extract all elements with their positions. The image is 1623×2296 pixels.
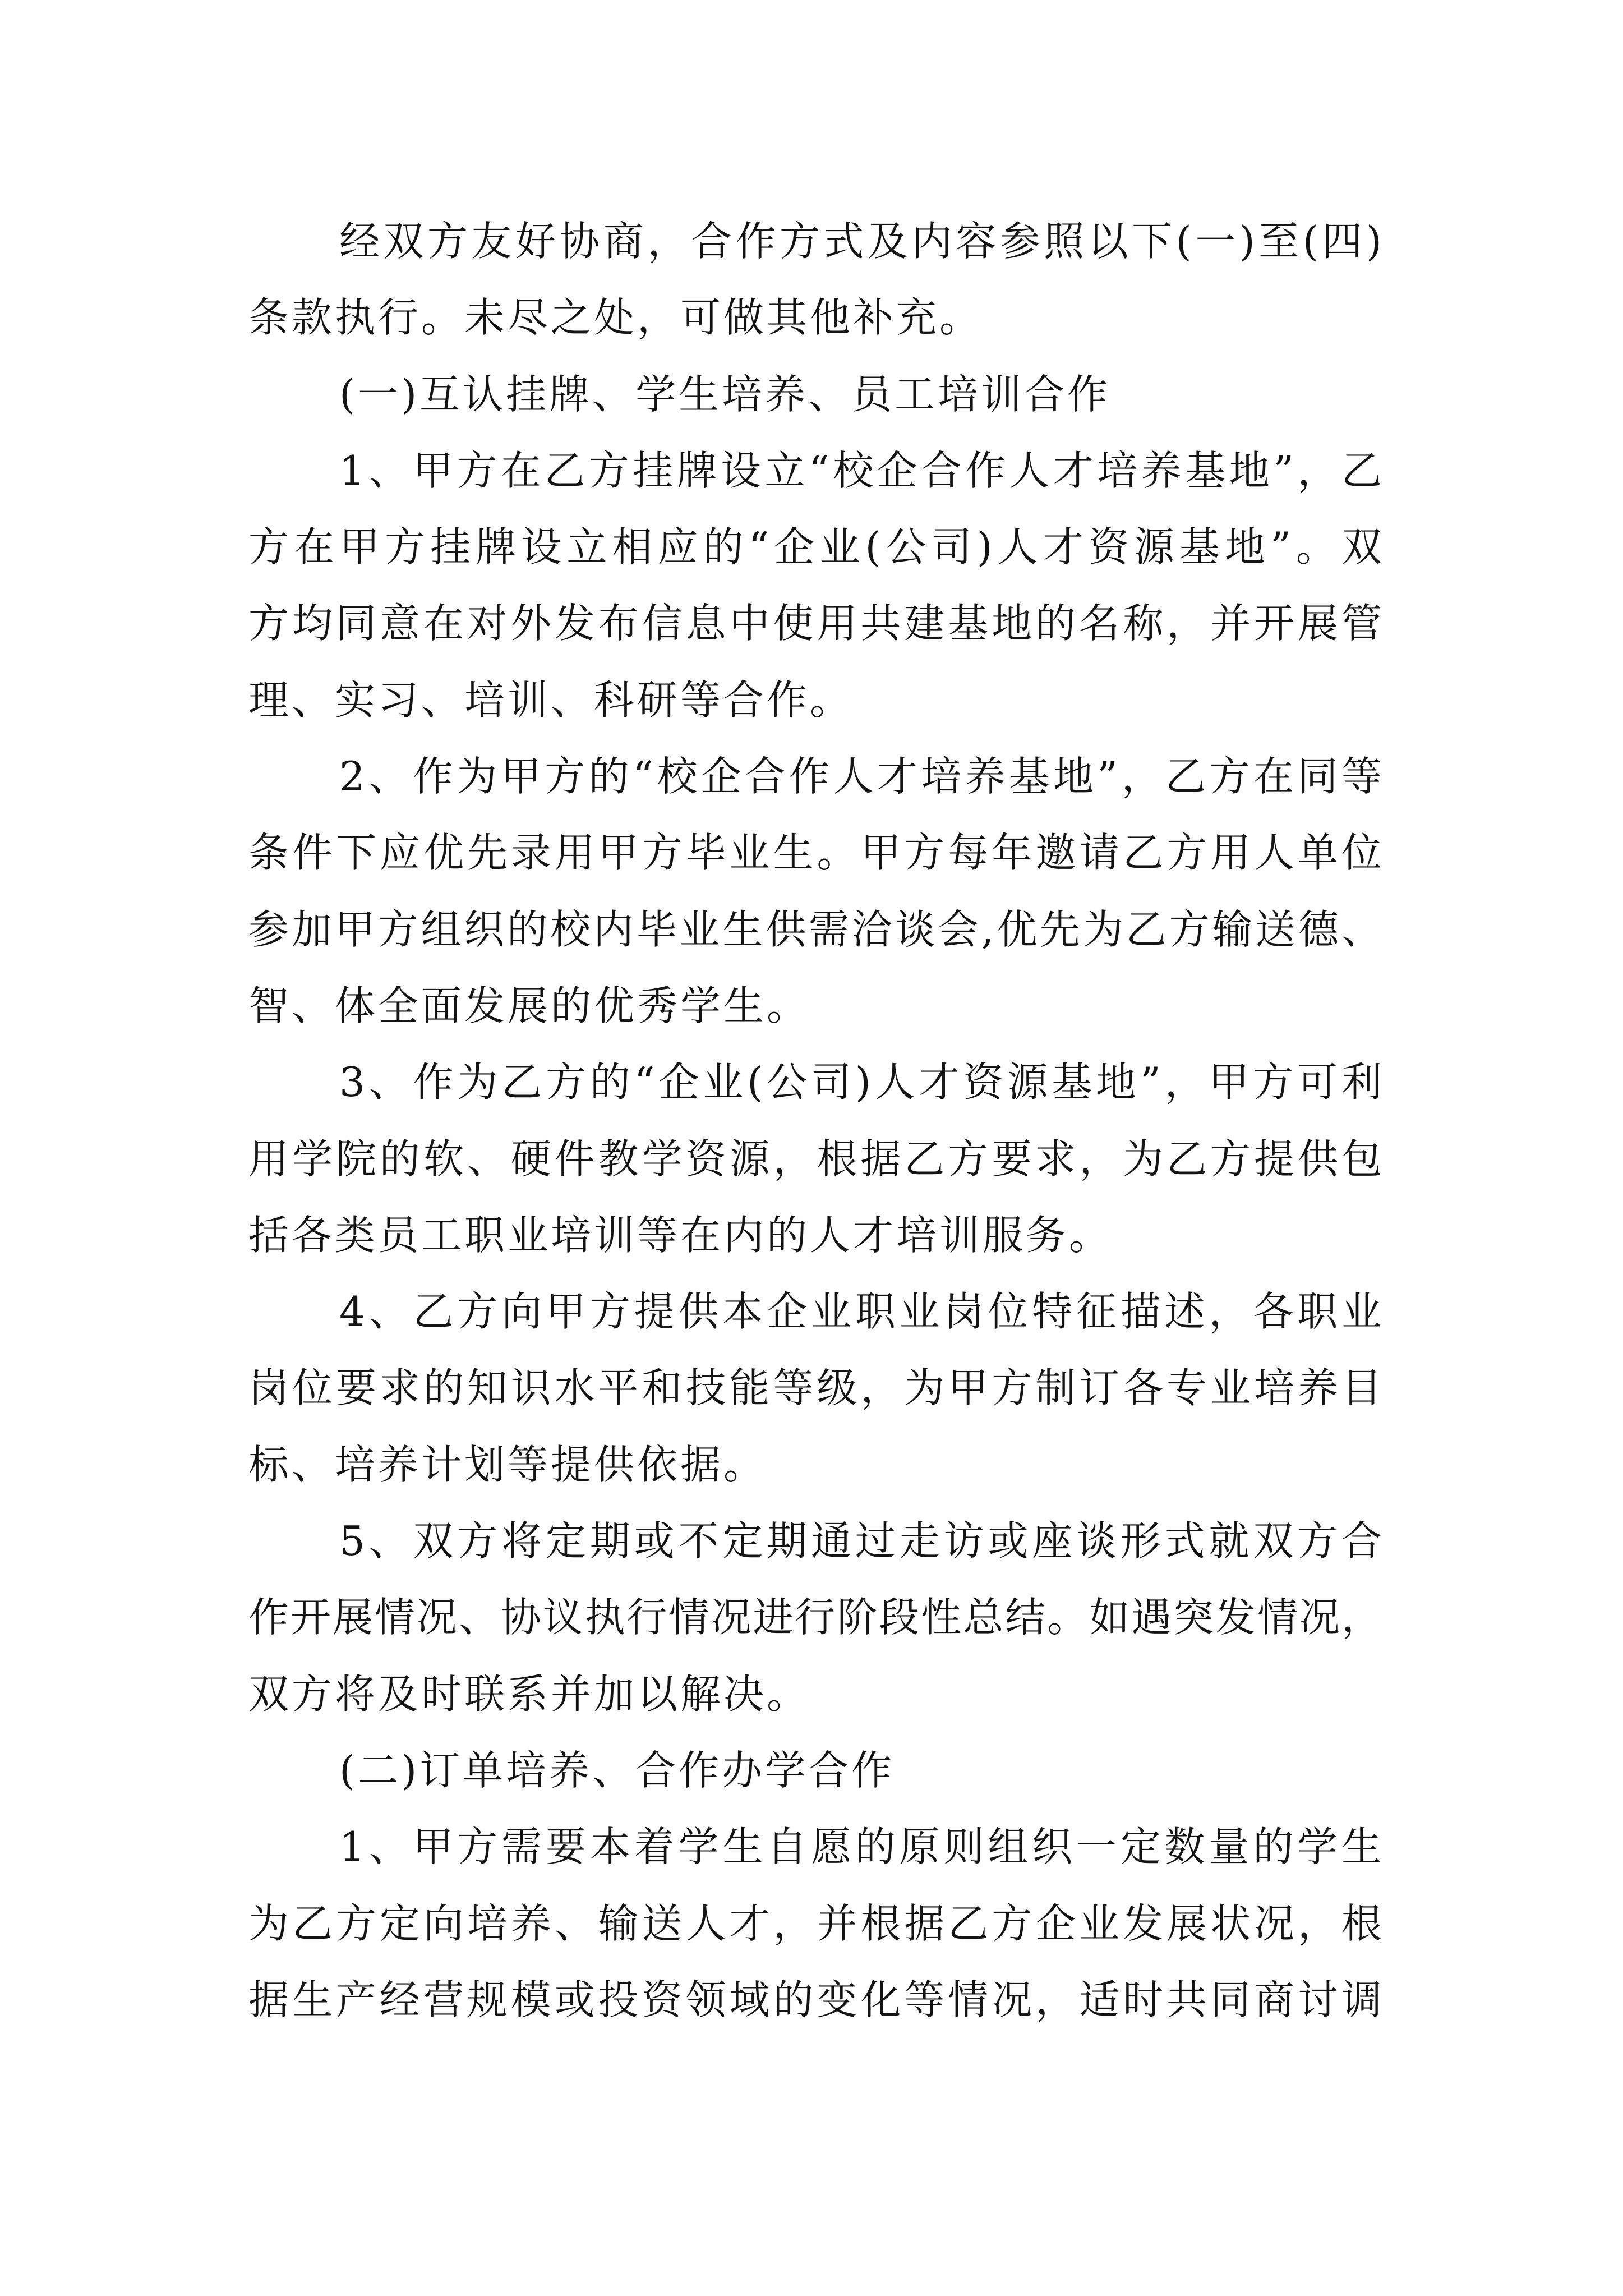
text-line: 方在甲方挂牌设立相应的“企业(公司)人才资源基地”。双 (248, 523, 1382, 571)
paragraph-intro (248, 203, 1382, 356)
text-line: 括各类员工职业培训等在内的人才培训服务。 (248, 1211, 1113, 1259)
text-line: 据生产经营规模或投资领域的变化等情况，适时共同商讨调 (248, 1976, 1382, 2023)
text-line: 参加甲方组织的校内毕业生供需洽谈会,优先为乙方输送德、 (248, 905, 1382, 953)
text-line: 1、甲方需要本着学生自愿的原则组织一定数量的学生 (339, 1823, 1382, 1871)
text-line: 双方将及时联系并加以解决。 (248, 1670, 810, 1718)
paragraph-clause-3 (248, 1044, 1382, 1273)
section-heading-1 (248, 356, 1382, 432)
document-body (248, 203, 1382, 2038)
paragraph-order-clause-1 (248, 1809, 1382, 2038)
text-line: 4、乙方向甲方提供本企业职业岗位特征描述，各职业 (339, 1288, 1382, 1336)
text-line: 标、培养计划等提供依据。 (248, 1441, 767, 1488)
paragraph-clause-1 (248, 432, 1382, 738)
text-line: 5、双方将定期或不定期通过走访或座谈形式就双方合 (339, 1517, 1382, 1565)
text-line: 经双方友好协商，合作方式及内容参照以下(一)至(四) (339, 218, 1382, 265)
text-line: 作开展情况、协议执行情况进行阶段性总结。如遇突发情况， (248, 1594, 1382, 1641)
text-line: 理、实习、培训、科研等合作。 (248, 676, 854, 724)
text-line: 2、作为甲方的“校企合作人才培养基地”，乙方在同等 (339, 753, 1382, 800)
text-line: 岗位要求的知识水平和技能等级，为甲方制订各专业培养目 (248, 1364, 1382, 1412)
text-line: 智、体全面发展的优秀学生。 (248, 982, 810, 1029)
text-line: 3、作为乙方的“企业(公司)人才资源基地”，甲方可利 (339, 1059, 1382, 1106)
paragraph-clause-2 (248, 738, 1382, 1044)
text-line: 1、甲方在乙方挂牌设立“校企合作人才培养基地”，乙 (339, 447, 1382, 494)
section-heading-text: (二)订单培养、合作办学合作 (339, 1746, 895, 1794)
text-line: 用学院的软、硬件教学资源，根据乙方要求，为乙方提供包 (248, 1135, 1382, 1182)
section-heading-2 (248, 1732, 1382, 1809)
text-line: 条款执行。未尽之处，可做其他补充。 (248, 294, 983, 342)
text-line: 条件下应优先录用甲方毕业生。甲方每年邀请乙方用人单位 (248, 829, 1382, 877)
paragraph-clause-4 (248, 1273, 1382, 1503)
paragraph-clause-5 (248, 1503, 1382, 1732)
section-heading-text: (一)互认挂牌、学生培养、员工培训合作 (339, 370, 1111, 418)
text-line: 为乙方定向培养、输送人才，并根据乙方企业发展状况，根 (248, 1899, 1382, 1947)
text-line: 方均同意在对外发布信息中使用共建基地的名称，并开展管 (248, 600, 1382, 647)
